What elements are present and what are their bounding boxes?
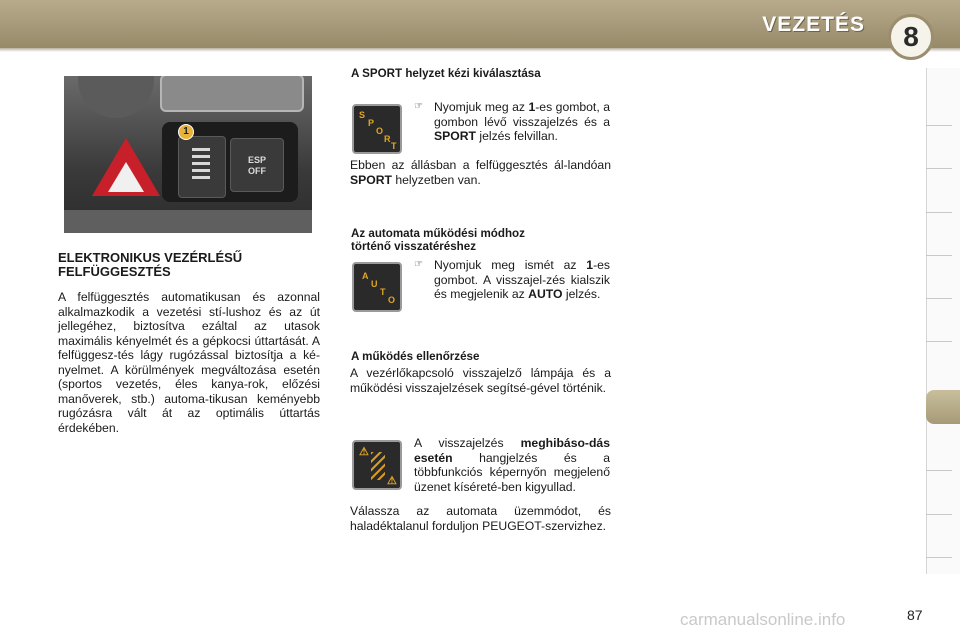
dashboard-photo xyxy=(64,76,312,233)
tab-divider xyxy=(926,168,952,169)
text-run: A visszajelzés xyxy=(414,436,521,450)
sport-keyword: SPORT xyxy=(350,172,392,187)
header-shadow xyxy=(0,48,960,52)
auto-suspension-icon xyxy=(352,262,402,312)
suspension-fault-icon xyxy=(352,440,402,490)
spring-icon xyxy=(371,452,385,480)
console-trim xyxy=(64,210,312,233)
pointing-hand-icon: ☞ xyxy=(414,259,423,270)
warning-triangle-icon: ⚠ xyxy=(387,475,397,487)
tab-divider xyxy=(926,212,952,213)
text-run: -es gombot. A visszajel-zés kialszik és megjelenik az xyxy=(434,258,610,301)
tab-divider xyxy=(926,298,952,299)
page-number: 87 xyxy=(907,607,923,623)
chapter-tab-active[interactable] xyxy=(926,390,960,424)
icon-letter: S xyxy=(359,110,366,120)
sport-keyword: SPORT xyxy=(434,129,476,143)
check-heading: A működés ellenőrzése xyxy=(351,350,480,363)
hazard-inner-triangle xyxy=(108,162,144,192)
tab-divider xyxy=(926,255,952,256)
climate-control-button xyxy=(160,76,304,112)
icon-letter: R xyxy=(384,134,391,144)
icon-letter: U xyxy=(371,279,378,289)
tab-divider xyxy=(926,125,952,126)
service-paragraph: Válassza az automata üzemmódot, és haladéktalanul forduljon PEUGEOT-szervizhez. xyxy=(350,504,611,533)
text-run: jelzés. xyxy=(562,287,601,301)
text-run: hangjelzés és a többfunkciós képernyőn megjelenő üzenet kíséreté-ben kigyullad. xyxy=(414,450,610,494)
chapter-number-badge: 8 xyxy=(888,14,934,60)
tab-divider xyxy=(926,341,952,342)
auto-heading xyxy=(351,227,613,253)
tab-divider xyxy=(926,470,952,471)
watermark: carmanualsonline.info xyxy=(680,610,846,629)
auto-instruction xyxy=(414,258,610,302)
sport-suspension-icon xyxy=(352,104,402,154)
chapter-title: VEZETÉS xyxy=(762,13,865,36)
pointing-hand-icon: ☞ xyxy=(414,101,423,112)
icon-letter: A xyxy=(362,271,369,281)
text-run: Nyomjuk meg ismét az xyxy=(434,258,587,272)
warning-triangle-icon: ⚠ xyxy=(359,446,369,458)
callout-marker: 1 xyxy=(178,124,194,140)
air-vent xyxy=(78,76,154,118)
text-run: Ebben az állásban a felfüggesztés ál-landóan xyxy=(350,158,611,172)
check-paragraph: A vezérlőkapcsoló visszajelző lámpája és a működési visszajelzések segítsé-gével történik. xyxy=(350,366,611,395)
esp-label: ESP xyxy=(247,155,266,165)
icon-letter: T xyxy=(380,287,386,297)
sport-heading: A SPORT helyzet kézi kiválasztása xyxy=(351,67,541,80)
text-run: -es gombot, a gombon lévő visszajelzés és a xyxy=(434,100,610,129)
chapter-tab-strip xyxy=(926,68,960,574)
button-number: 1 xyxy=(586,258,594,272)
tab-divider xyxy=(926,514,952,515)
icon-letter: P xyxy=(368,118,375,128)
intro-paragraph: A felfüggesztés automatikusan és azonnal alkalmazkodik a vezetési stí-lushoz és az út jellegéhez, biztosítva ezáltal az utasok maximális kényelmét és a gépkocsi úttartását. A felfüggesz-tés lágy rugózással biztosítja a ké-nyelmet. A körülmények megváltozása esetén (sportos vezetés, éles kanya-rok, előzési manőverek, stb.) automa-tikusan keményebb rugózásra vált át az optimális úttartás érdekében. xyxy=(58,290,320,435)
icon-letter: O xyxy=(388,295,396,305)
fault-paragraph xyxy=(414,436,610,494)
section-title xyxy=(58,251,320,279)
button-number: 1 xyxy=(528,100,536,114)
text-run: jelzés felvillan. xyxy=(475,129,558,143)
spring-icon xyxy=(192,148,210,182)
esp-off-button xyxy=(230,138,284,192)
auto-heading-line-2: történő visszatéréshez xyxy=(351,240,477,253)
section-title-line-1: ELEKTRONIKUS VEZÉRLÉSŰ xyxy=(58,250,243,265)
section-title-line-2: FELFÜGGESZTÉS xyxy=(58,264,171,279)
text-run: helyzetben van. xyxy=(391,172,481,187)
icon-letter: O xyxy=(376,126,384,136)
fault-keyword: meghibáso-dás esetén xyxy=(414,436,610,465)
text-run: Nyomjuk meg az xyxy=(434,100,529,114)
auto-keyword: AUTO xyxy=(528,287,563,301)
icon-letter: T xyxy=(391,141,397,151)
auto-heading-line-1: Az automata működési módhoz xyxy=(351,227,525,240)
tab-divider xyxy=(926,557,952,558)
sport-instruction xyxy=(414,100,610,144)
esp-off-label: OFF xyxy=(248,166,266,176)
sport-paragraph xyxy=(350,158,611,187)
